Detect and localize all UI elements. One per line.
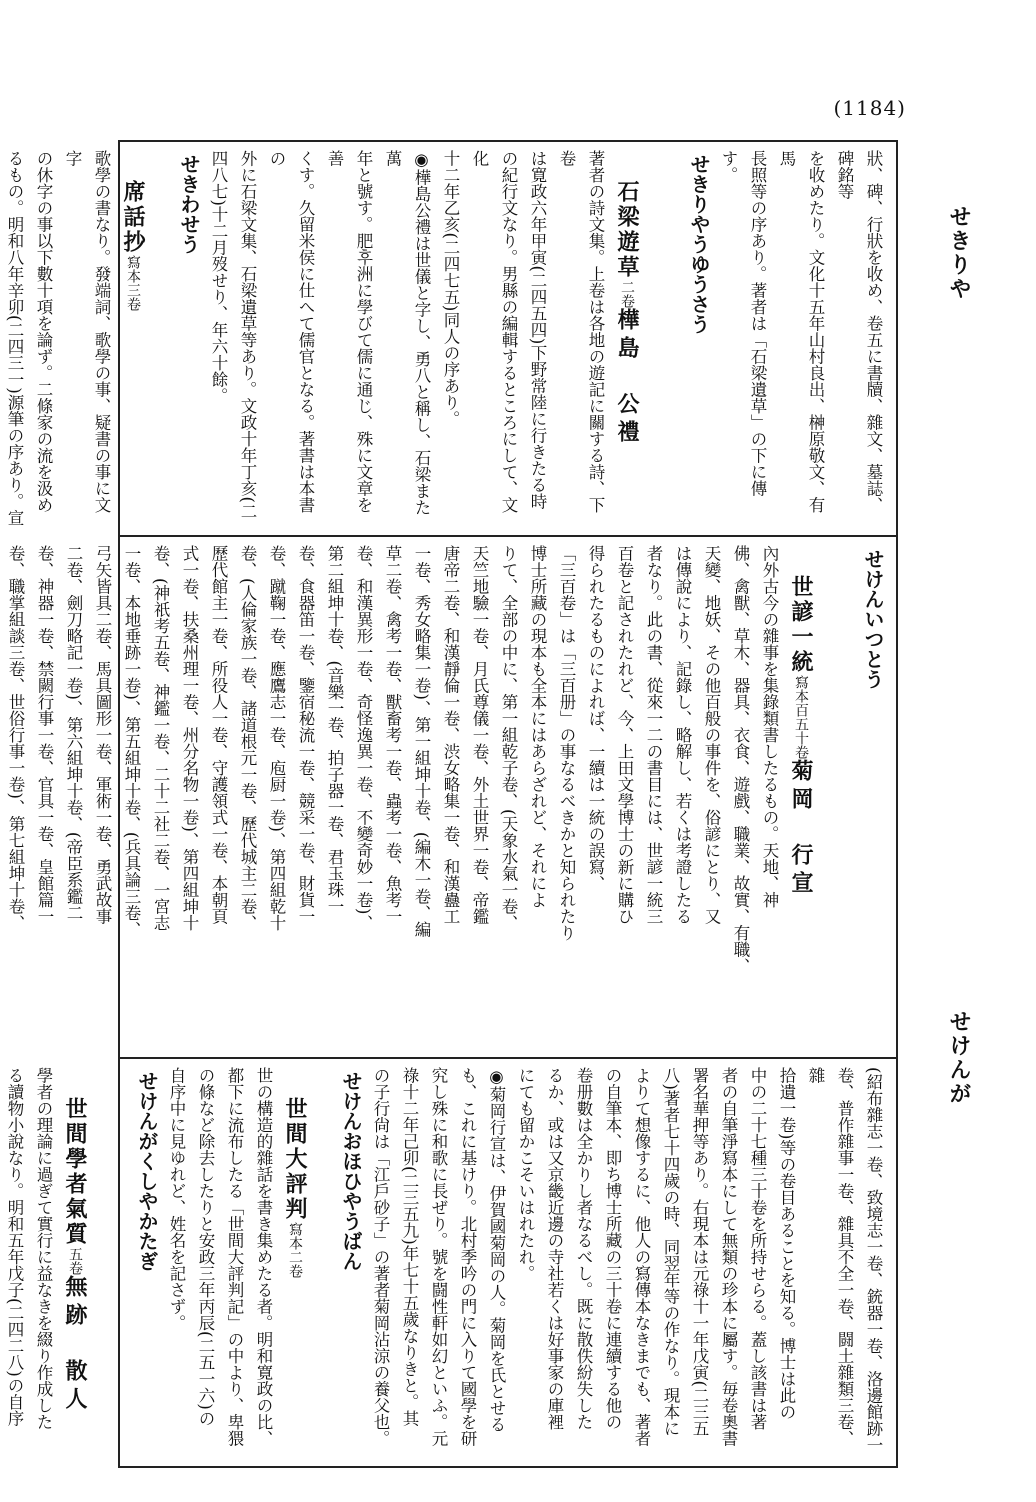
page-frame — [5, 140, 898, 1468]
entry-title-text: 石梁遊草 — [614, 180, 640, 280]
text-column: の自筆本、即ち博士所藏の三十卷に連續する他の — [603, 1067, 622, 1430]
text-column: 天變、地妖、その他百般の事件を、俗諺にとり、又 — [702, 545, 721, 925]
text-column: 草二卷、禽考一卷、獸畜考一卷、蟲考一卷、魚考一 — [383, 545, 402, 925]
upper-section — [5, 142, 896, 535]
text-column: よりて想像するに、他人の寫傳本なきまでも、著者 — [632, 1067, 651, 1447]
text-column: 狀、碑、行狀を收め、卷五に書牘、雜文、墓誌、碑銘等 — [835, 150, 883, 513]
text-column: ◉樺島公禮は世儀と字し、勇八と稱し、石梁また萬 — [383, 150, 431, 516]
text-column: 都下に流布したる「世間大評判記」の中より、卑猥 — [225, 1067, 244, 1447]
entry-title — [610, 150, 684, 557]
text-column: 得られたるものによれば、一續は一統の誤寫、 — [586, 545, 605, 892]
text-column: 卷、蹴鞠一卷、應鷹志一卷、庖厨一卷)、第四組乾十 — [267, 545, 286, 931]
entry-author: 無跡 散人 — [62, 1275, 88, 1415]
entry-title — [58, 1067, 132, 1489]
text-column: 弓矢皆具二卷、馬具圖形一卷、軍術一卷、勇武故事 — [93, 545, 112, 925]
page-number: (1184) — [833, 96, 906, 120]
entry-volumes: 五卷 — [67, 1247, 83, 1275]
entry-author: 樺島 公禮 — [614, 308, 640, 448]
text-column: 卷、(人倫家族一卷、諸道根元一卷、歷代城主二卷、 — [238, 545, 257, 931]
text-column: 卷、食器笛一卷、鑒宿秘流一卷、競采一卷、財貨一 — [296, 545, 315, 925]
entry-volumes: 寫本二卷 — [287, 1222, 303, 1278]
text-column: 十二年乙亥(二四七五)同人の序あり。 — [441, 150, 460, 427]
text-column: るもの。明和八年辛卯(二四三一)源筆の序あり。宣 — [5, 150, 24, 526]
entry-reading: せけんがくしやかたぎ — [135, 1071, 159, 1271]
text-column: 式一卷、扶桑州理一卷、州分名物一卷)、第四組坤十 — [180, 545, 199, 931]
text-column: 外に石梁文集、石梁遺草等あり。文政十年丁亥(二 — [238, 150, 257, 520]
entry-title-text: 世間大評判 — [282, 1097, 308, 1222]
entry-title — [784, 545, 858, 1079]
lower-section — [5, 1059, 896, 1467]
text-column: 百卷と記されたれど、今、上田文學博士の新に購ひ — [615, 545, 634, 925]
entry-title-text: 席話抄 — [120, 180, 146, 255]
entry-author: 菊岡 行宣 — [788, 759, 814, 899]
text-column: 年と號す。肥후洲に學びて儒に通じ、殊に文章を善 — [325, 150, 373, 513]
entry-volumes: 寫本百五十卷 — [793, 675, 809, 759]
text-column: も、これに基けり。北村季吟の門に入りて國學を研 — [458, 1067, 477, 1447]
entry-reading: せけんいつとう — [861, 549, 885, 689]
entry-reading: せけんおほひやうばん — [339, 1071, 363, 1271]
text-column: 中の二十七種三十卷を所持せらる。蓋し該書は著 — [748, 1067, 767, 1430]
text-column: るか、或は又京畿近邊の寺社若くは好事家の庫裡 — [545, 1067, 564, 1430]
text-column: 學者の理論に過ぎて實行に益なきを綴り作成した — [34, 1067, 53, 1430]
text-column: の休字の事以下數十項を論ず。二條家の流を汲め — [34, 150, 53, 513]
text-column: 博士所藏の現本も全本にはあらざれど、それによ — [528, 545, 547, 908]
text-column: くす。久留米侯に仕へて儒官となる。著書は本書の — [267, 150, 315, 513]
text-column: 長照等の序あり。著者は「石梁遺草」の下に傳す。 — [719, 150, 767, 497]
text-column: を收めたり。文化十五年山村良出、榊原敬文、有馬 — [777, 150, 825, 513]
text-column: 拾遺一卷)等の卷目あることを知る。博士は此の — [777, 1067, 796, 1420]
text-column: 自序中に見ゆれど、姓名を記さず。 — [167, 1067, 186, 1331]
text-column: の紀行文なり。男縣の編輯するところにして、文化 — [470, 150, 518, 513]
text-column: にても留かこそいはれたれ。 — [516, 1067, 535, 1282]
text-column: 一卷、秀女略集一卷)、第一組坤十卷、(編木一卷、編 — [412, 545, 431, 938]
text-column: の條など除去したりと安政三年丙辰(二五一六)の — [196, 1067, 215, 1427]
text-column: (紹布雜志一卷、致境志一卷、銃器一卷、洛邊館跡一 — [864, 1067, 883, 1453]
text-column: る讀物小說なり。明和五年戊子(二四二八)の自序 — [5, 1067, 24, 1427]
entry-volumes: 二卷 — [619, 280, 635, 308]
text-column: 祿十二年己卯(二三五九)年七十五歲なりきと。其 — [400, 1067, 419, 1427]
running-head-top: せきりや — [946, 205, 971, 301]
entry-volumes: 寫本三卷 — [125, 255, 141, 311]
text-column: 「三百卷」は「三百册」の事なるべきかと知られたり — [557, 545, 576, 941]
text-column: 一卷、本地垂跡一卷)、第五組坤十卷、(兵具論三卷、 — [122, 545, 141, 938]
text-column: 署名華押等あり。右現本は元祿十一年戊寅(二三五 — [690, 1067, 709, 1437]
text-column: 世の構造的雜話を書き集めたる者。明和寛政の比、 — [254, 1067, 273, 1447]
text-column: 內外古今の雜事を集錄類書したるもの。天地、神 — [760, 545, 779, 908]
entry-reading: せきりやうゆうさう — [687, 154, 711, 334]
text-column: 卷、神器一卷、禁闕行事一卷、官具一卷、皇館篇一 — [35, 545, 54, 925]
text-column: 二卷、劍刀略記一卷)、第六組坤十卷、(帝臣系鑑二 — [64, 545, 83, 921]
entry-title — [116, 150, 174, 557]
entry-title-text: 世間學者氣質 — [62, 1097, 88, 1247]
text-column: は寛政六年甲寅(二四五四)下野常陸に行きたる時 — [528, 150, 547, 510]
text-column: 者の自筆淨寫本にして無類の珍本に屬す。毎卷奧書 — [719, 1067, 738, 1447]
text-column: 佛、禽獸、草木、器具、衣食、遊戲、職業、故實、有職、 — [731, 545, 750, 974]
text-column: は傳說により、記錄し、略解し、若くは考證したる — [673, 545, 692, 925]
text-column: 著者の詩文集。上卷は各地の遊記に關する詩、下卷 — [557, 150, 605, 513]
entry-title-text: 世諺一統 — [788, 575, 814, 675]
middle-section — [6, 537, 896, 1057]
text-column: 者なり。此の書、從來一二の書目には、世諺一統三 — [644, 545, 663, 925]
entry-title — [278, 1067, 336, 1489]
text-column: の子行尙は「江戶砂子」の著者菊岡沾涼の養父也。 — [371, 1067, 390, 1447]
text-column: 四八七)十二月歿せり、年六十餘。 — [209, 150, 228, 404]
text-column: 歌學の書なり。發端詞、歌學の事、疑書の事に文字 — [63, 150, 111, 513]
text-column: 卷、普作雜事一卷、雜具不全一卷、闘土雜類三卷、雜 — [806, 1067, 854, 1447]
text-column: 八)著者七十四歲の時、同翌年等の作なり。現本に — [661, 1067, 680, 1437]
text-column: 卷册數は全かりし者なるべし。既に散佚紛失した — [574, 1067, 593, 1430]
text-column: 唐帝二卷、和漢靜倫一卷、渋女略集一卷、和漢蠱工 — [441, 545, 460, 925]
text-column: 究し殊に和歌に長ぜり。號を闘性軒如幻といふ。元 — [429, 1067, 448, 1447]
text-column: 第二組坤十卷、(音樂一卷、拍子器一卷、君玉珠一 — [325, 545, 344, 915]
text-column: 歷代館主一卷、所役人一卷、守護領式一卷、本朝頁 — [209, 545, 228, 925]
text-column: 卷、(神祇考五卷、神鑑一卷、二十二社二卷、一宮志 — [151, 545, 170, 931]
running-head-bottom: せけんが — [946, 1010, 971, 1106]
text-column: 卷、和漢異形一卷、奇怪逸異一卷、不變奇妙一卷)、 — [354, 545, 373, 931]
text-column: 卷、職掌組談三卷、世俗行事一卷)、第七組坤十卷、 — [6, 545, 25, 931]
entry-reading: せきわせう — [177, 154, 201, 254]
text-column: りて、全部の中に、第一組乾子卷、(天象水氣一卷、 — [499, 545, 518, 931]
text-column: 天竺地驗一卷、月氏尊儀一卷、外土世界一卷、帝鑑 — [470, 545, 489, 925]
text-column: ◉菊岡行宣は、伊賀國菊岡の人。菊岡を氏とせる — [487, 1067, 506, 1433]
